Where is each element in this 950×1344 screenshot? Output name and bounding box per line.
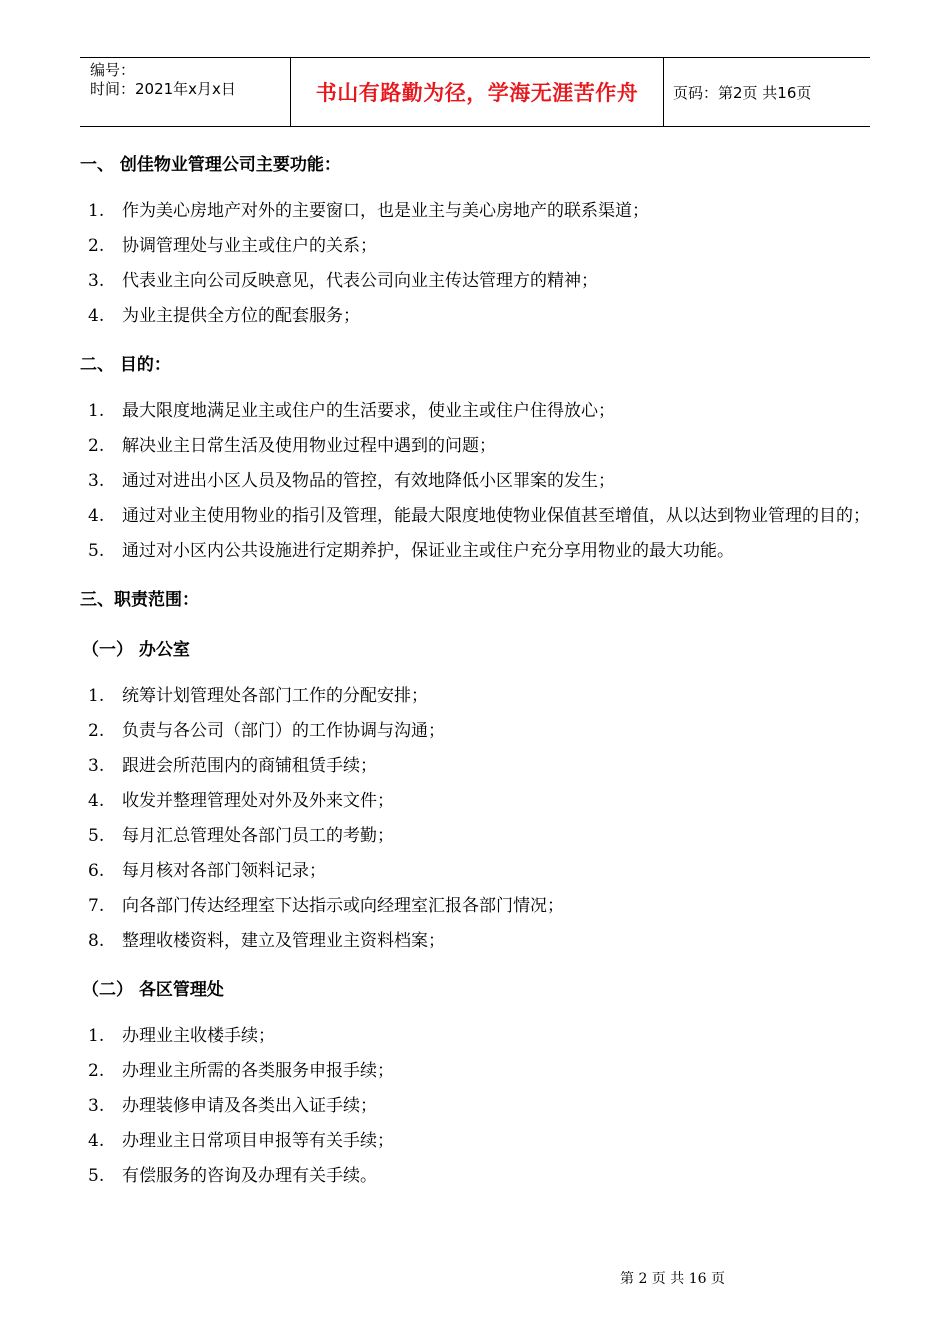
section-heading: （二） 各区管理处 <box>82 980 224 1000</box>
header-motto: 书山有路勤为径，学海无涯苦作舟 <box>291 58 664 126</box>
list-item-number: 6. <box>88 861 105 881</box>
list-item-text: 通过对业主使用物业的指引及管理，能最大限度地使物业保值甚至增值，从以达到物业管理的目的； <box>122 506 870 526</box>
list-item-number: 2. <box>88 236 105 256</box>
list-item-number: 4. <box>88 1131 105 1151</box>
list-item-text: 协调管理处与业主或住户的关系； <box>122 236 377 256</box>
list-item <box>80 784 870 819</box>
list-item-text: 跟进会所范围内的商铺租赁手续； <box>122 756 377 776</box>
list-item-text: 通过对小区内公共设施进行定期养护，保证业主或住户充分享用物业的最大功能。 <box>122 541 734 561</box>
list-item <box>80 299 870 334</box>
list-item-text: 负责与各公司（部门）的工作协调与沟通； <box>122 721 445 741</box>
section-heading: 二、 目的： <box>80 355 171 375</box>
list-item-text: 每月核对各部门领料记录； <box>122 861 326 881</box>
list-item-text: 代表业主向公司反映意见，代表公司向业主传达管理方的精神； <box>122 271 598 291</box>
list-item-number: 1. <box>88 686 105 706</box>
list-item-number: 5. <box>88 826 105 846</box>
list-item <box>80 194 870 229</box>
header-page-number: 页码：第2页 共16页 <box>673 83 812 102</box>
numbered-list <box>80 194 870 334</box>
list-item <box>80 1159 870 1194</box>
list-item-number: 3. <box>88 1096 105 1116</box>
list-item-number: 5. <box>88 541 105 561</box>
document-time: 时间：2021年x月x日 <box>90 80 236 98</box>
list-item-text: 通过对进出小区人员及物品的管控，有效地降低小区罪案的发生； <box>122 471 615 491</box>
list-item-number: 2. <box>88 721 105 741</box>
list-item <box>80 429 870 464</box>
list-item-text: 向各部门传达经理室下达指示或向经理室汇报各部门情况； <box>122 896 564 916</box>
list-item-number: 2. <box>88 436 105 456</box>
list-item-text: 办理业主所需的各类服务申报手续； <box>122 1061 394 1081</box>
list-item-number: 3. <box>88 471 105 491</box>
list-item-number: 1. <box>88 401 105 421</box>
list-item <box>80 924 870 959</box>
list-item <box>80 854 870 889</box>
list-item-text: 统筹计划管理处各部门工作的分配安排； <box>122 686 428 706</box>
list-item-text: 有偿服务的咨询及办理有关手续。 <box>122 1166 377 1186</box>
numbered-list <box>80 394 870 569</box>
document-body <box>80 148 870 1208</box>
list-item-text: 为业主提供全方位的配套服务； <box>122 306 360 326</box>
list-item-number: 4. <box>88 306 105 326</box>
list-item-text: 作为美心房地产对外的主要窗口，也是业主与美心房地产的联系渠道； <box>122 201 649 221</box>
section-heading: 三、职责范围： <box>80 590 199 610</box>
section-heading: （一） 办公室 <box>82 640 190 660</box>
list-item <box>80 394 870 429</box>
page-footer: 第 2 页 共 16 页 <box>620 1271 725 1287</box>
list-item-text: 收发并整理管理处对外及外来文件； <box>122 791 394 811</box>
page-header <box>80 57 870 127</box>
numbered-list <box>80 1019 870 1194</box>
section-spacer <box>80 617 870 633</box>
list-item-number: 4. <box>88 791 105 811</box>
list-item-number: 1. <box>88 1026 105 1046</box>
list-item-text: 最大限度地满足业主或住户的生活要求，使业主或住户住得放心； <box>122 401 615 421</box>
numbered-list <box>80 679 870 959</box>
list-item <box>80 264 870 299</box>
list-item-number: 3. <box>88 271 105 291</box>
list-item-number: 5. <box>88 1166 105 1186</box>
list-item-text: 解决业主日常生活及使用物业过程中遇到的问题； <box>122 436 496 456</box>
header-meta <box>80 58 291 126</box>
list-item <box>80 499 870 534</box>
list-item <box>80 1054 870 1089</box>
list-item-text: 每月汇总管理处各部门员工的考勤； <box>122 826 394 846</box>
section-heading: 一、 创佳物业管理公司主要功能： <box>80 155 341 175</box>
list-item <box>80 679 870 714</box>
list-item-text: 办理业主日常项目申报等有关手续； <box>122 1131 394 1151</box>
list-item <box>80 1019 870 1054</box>
list-item <box>80 889 870 924</box>
list-item-text: 整理收楼资料，建立及管理业主资料档案； <box>122 931 445 951</box>
list-item <box>80 714 870 749</box>
list-item-number: 7. <box>88 896 105 916</box>
list-item <box>80 1089 870 1124</box>
list-item <box>80 1124 870 1159</box>
list-item <box>80 819 870 854</box>
list-item <box>80 534 870 569</box>
list-item-number: 1. <box>88 201 105 221</box>
list-item-number: 3. <box>88 756 105 776</box>
list-item <box>80 464 870 499</box>
document-number: 编号： <box>90 61 136 79</box>
list-item-text: 办理业主收楼手续； <box>122 1026 275 1046</box>
list-item <box>80 749 870 784</box>
list-item-number: 2. <box>88 1061 105 1081</box>
list-item-number: 4. <box>88 506 105 526</box>
list-item-number: 8. <box>88 931 105 951</box>
list-item <box>80 229 870 264</box>
list-item-text: 办理装修申请及各类出入证手续； <box>122 1096 377 1116</box>
